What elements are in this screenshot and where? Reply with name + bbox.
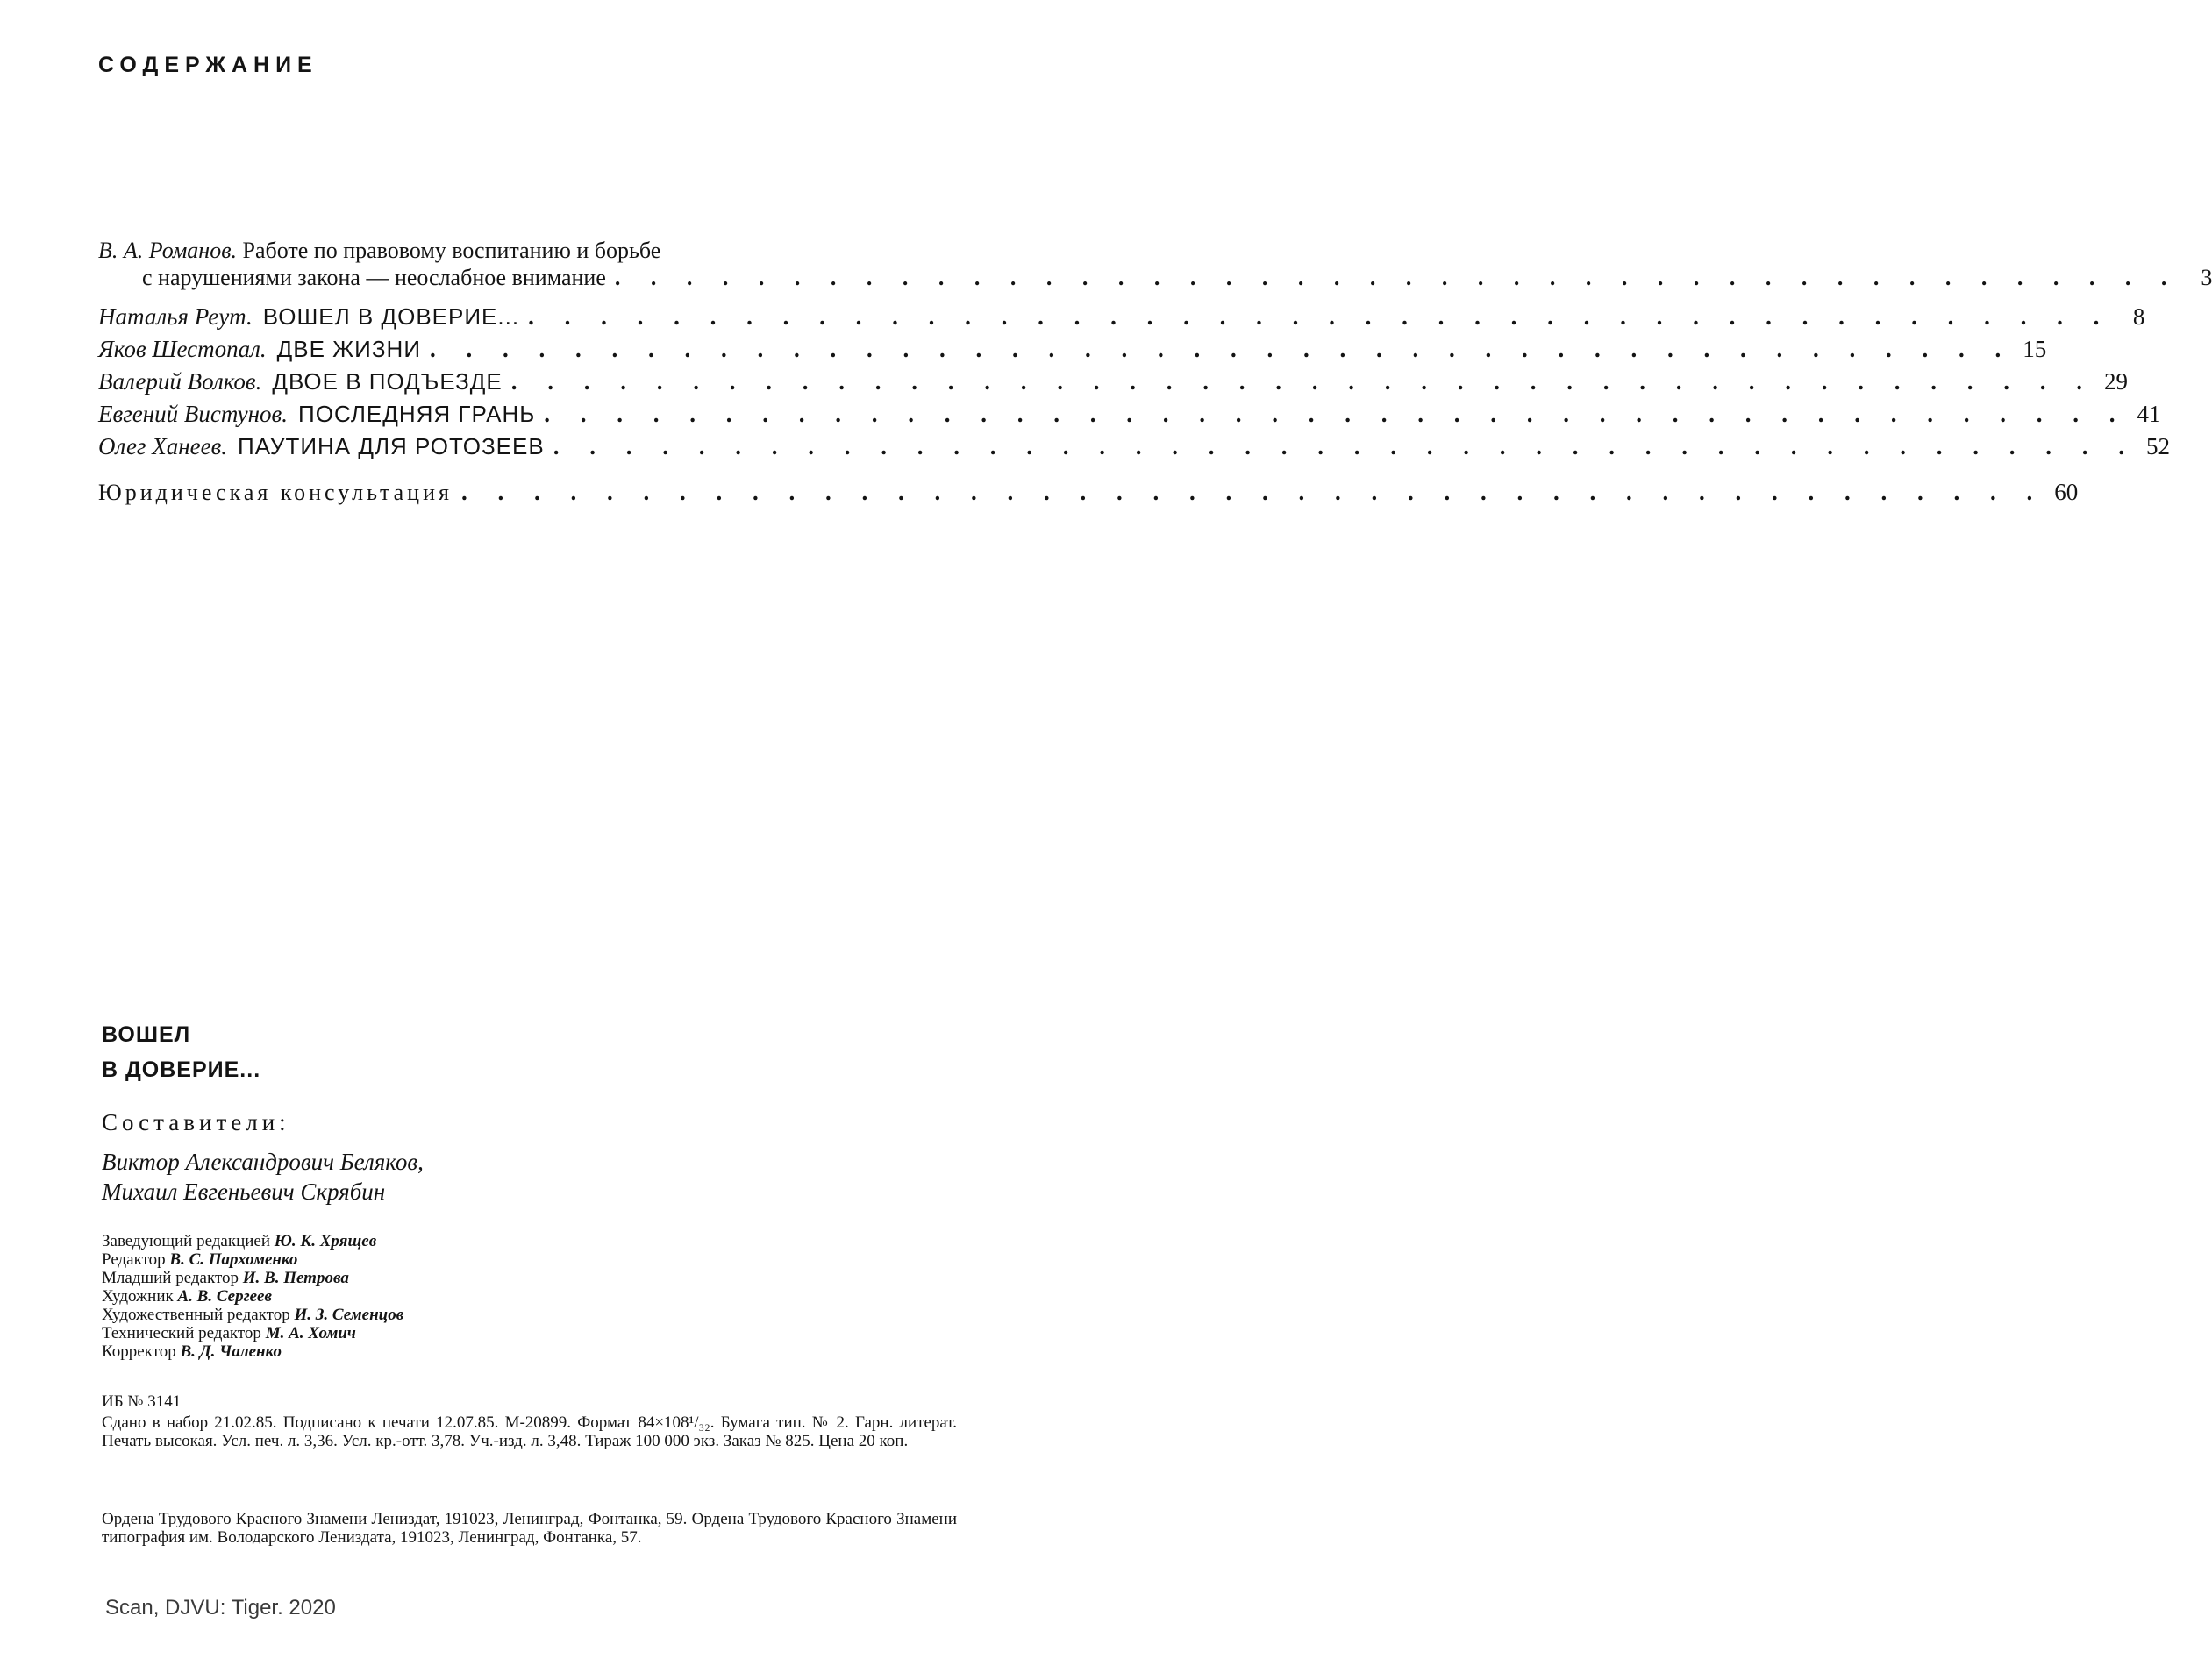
toc-entry-title: ДВЕ ЖИЗНИ: [276, 336, 422, 362]
compiler-name: Михаил Евгеньевич Скрябин: [102, 1178, 386, 1205]
book-title-line: ВОШЕЛ: [102, 1022, 191, 1047]
toc-entry[interactable]: [98, 303, 2145, 330]
compilers-list: [102, 1147, 424, 1207]
toc-entry-author: Олег Ханеев.: [98, 433, 228, 459]
credit-line: Художественный редактор И. З. Семенцов: [102, 1306, 404, 1324]
toc-heading: СОДЕРЖАНИЕ: [98, 53, 318, 77]
credit-line: Художник А. В. Сергеев: [102, 1287, 272, 1306]
toc-entry-page: 8: [2132, 303, 2145, 330]
toc-entry-page: 60: [2054, 479, 2079, 505]
toc-entry[interactable]: [98, 336, 2047, 362]
toc-entry-page: 29: [2104, 368, 2128, 395]
credit-line: Заведующий редакцией Ю. К. Хрящев: [102, 1232, 377, 1250]
toc-leader: . . . . . . . . . . . . . . . . . . . . . . . . . . . . . . . . . . . . . . . . . . . .: [460, 479, 2045, 505]
credit-line: Корректор В. Д. Чаленко: [102, 1342, 282, 1361]
toc-entry-title: ВОШЕЛ В ДОВЕРИЕ...: [262, 303, 520, 330]
toc-entry-author: В. А. Романов.: [98, 238, 237, 263]
toc-entry[interactable]: [98, 433, 2170, 459]
book-title-line: В ДОВЕРИЕ...: [102, 1057, 261, 1082]
compilers-label: Составители:: [102, 1109, 290, 1136]
toc-entry-author: Евгений Вистунов.: [98, 401, 289, 427]
toc-entry-title: Работе по правовому воспитанию и борьбе: [242, 238, 661, 263]
credits-list: [102, 1232, 403, 1361]
book-title: [102, 1017, 260, 1087]
table-of-contents: [98, 237, 2212, 506]
credit-line: Технический редактор М. А. Хомич: [102, 1324, 356, 1342]
toc-entry-title-cont: с нарушениями закона — неослабное внимание: [142, 265, 606, 290]
toc-entry-title: ПАУТИНА ДЛЯ РОТОЗЕЕВ: [238, 433, 545, 459]
scan-note: Scan, DJVU: Tiger. 2020: [105, 1596, 336, 1620]
toc-leader: . . . . . . . . . . . . . . . . . . . . . . . . . . . . . . . . . . . . . . . . . . . .: [430, 336, 2014, 362]
toc-entry-page: 52: [2145, 433, 2170, 459]
toc-entry-title: ПОСЛЕДНЯЯ ГРАНЬ: [298, 401, 536, 427]
credit-line: Младший редактор И. В. Петрова: [102, 1269, 349, 1287]
toc-entry-page: 41: [2137, 401, 2161, 427]
publisher-info: Ордена Трудового Красного Знамени Лениздат, 191023, Ленинград, Фонтанка, 59. Ордена Трудового Красного Знамени типография им. Володарского Лениздата, 191023, Ленинград, Фонтанка, 57.: [102, 1510, 957, 1547]
toc-entry[interactable]: [98, 479, 2079, 506]
compiler-name: Виктор Александрович Беляков,: [102, 1149, 424, 1175]
toc-entry-author: Наталья Реут.: [98, 303, 253, 330]
toc-leader: . . . . . . . . . . . . . . . . . . . . . . . . . . . . . . . . . . . . . . . . . . . .: [614, 265, 2180, 290]
toc-entry-page: 3: [2201, 265, 2212, 290]
toc-entry[interactable]: [98, 237, 2212, 291]
toc-leader: . . . . . . . . . . . . . . . . . . . . . . . . . . . . . . . . . . . . . . . . . . . .: [553, 433, 2137, 459]
toc-entry-page: 15: [2023, 336, 2047, 362]
toc-entry-title: ДВОЕ В ПОДЪЕЗДЕ: [272, 368, 503, 395]
ib-number: ИБ № 3141: [102, 1392, 182, 1411]
imprint-details: Сдано в набор 21.02.85. Подписано к печати 12.07.85. М-20899. Формат 84×108¹/₃₂. Бумага тип. № 2. Гарн. литерат. Печать высокая. Усл. печ. л. 3,36. Усл. кр.-отт. 3,78. Уч.-изд. л. 3,48. Тираж 100 000 экз. Заказ № 825. Цена 20 коп.: [102, 1413, 957, 1450]
toc-leader: . . . . . . . . . . . . . . . . . . . . . . . . . . . . . . . . . . . . . . . . . . . .: [544, 401, 2128, 427]
toc-leader: . . . . . . . . . . . . . . . . . . . . . . . . . . . . . . . . . . . . . . . . . . . .: [528, 303, 2112, 330]
toc-entry-title: Юридическая консультация: [98, 480, 453, 505]
toc-entry-author: Яков Шестопал.: [98, 336, 267, 362]
toc-entry[interactable]: [98, 401, 2161, 427]
toc-leader: . . . . . . . . . . . . . . . . . . . . . . . . . . . . . . . . . . . . . . . . . . . .: [510, 368, 2094, 395]
toc-entry-author: Валерий Волков.: [98, 368, 262, 395]
toc-entry[interactable]: [98, 368, 2128, 395]
credit-line: Редактор В. С. Пархоменко: [102, 1250, 298, 1269]
